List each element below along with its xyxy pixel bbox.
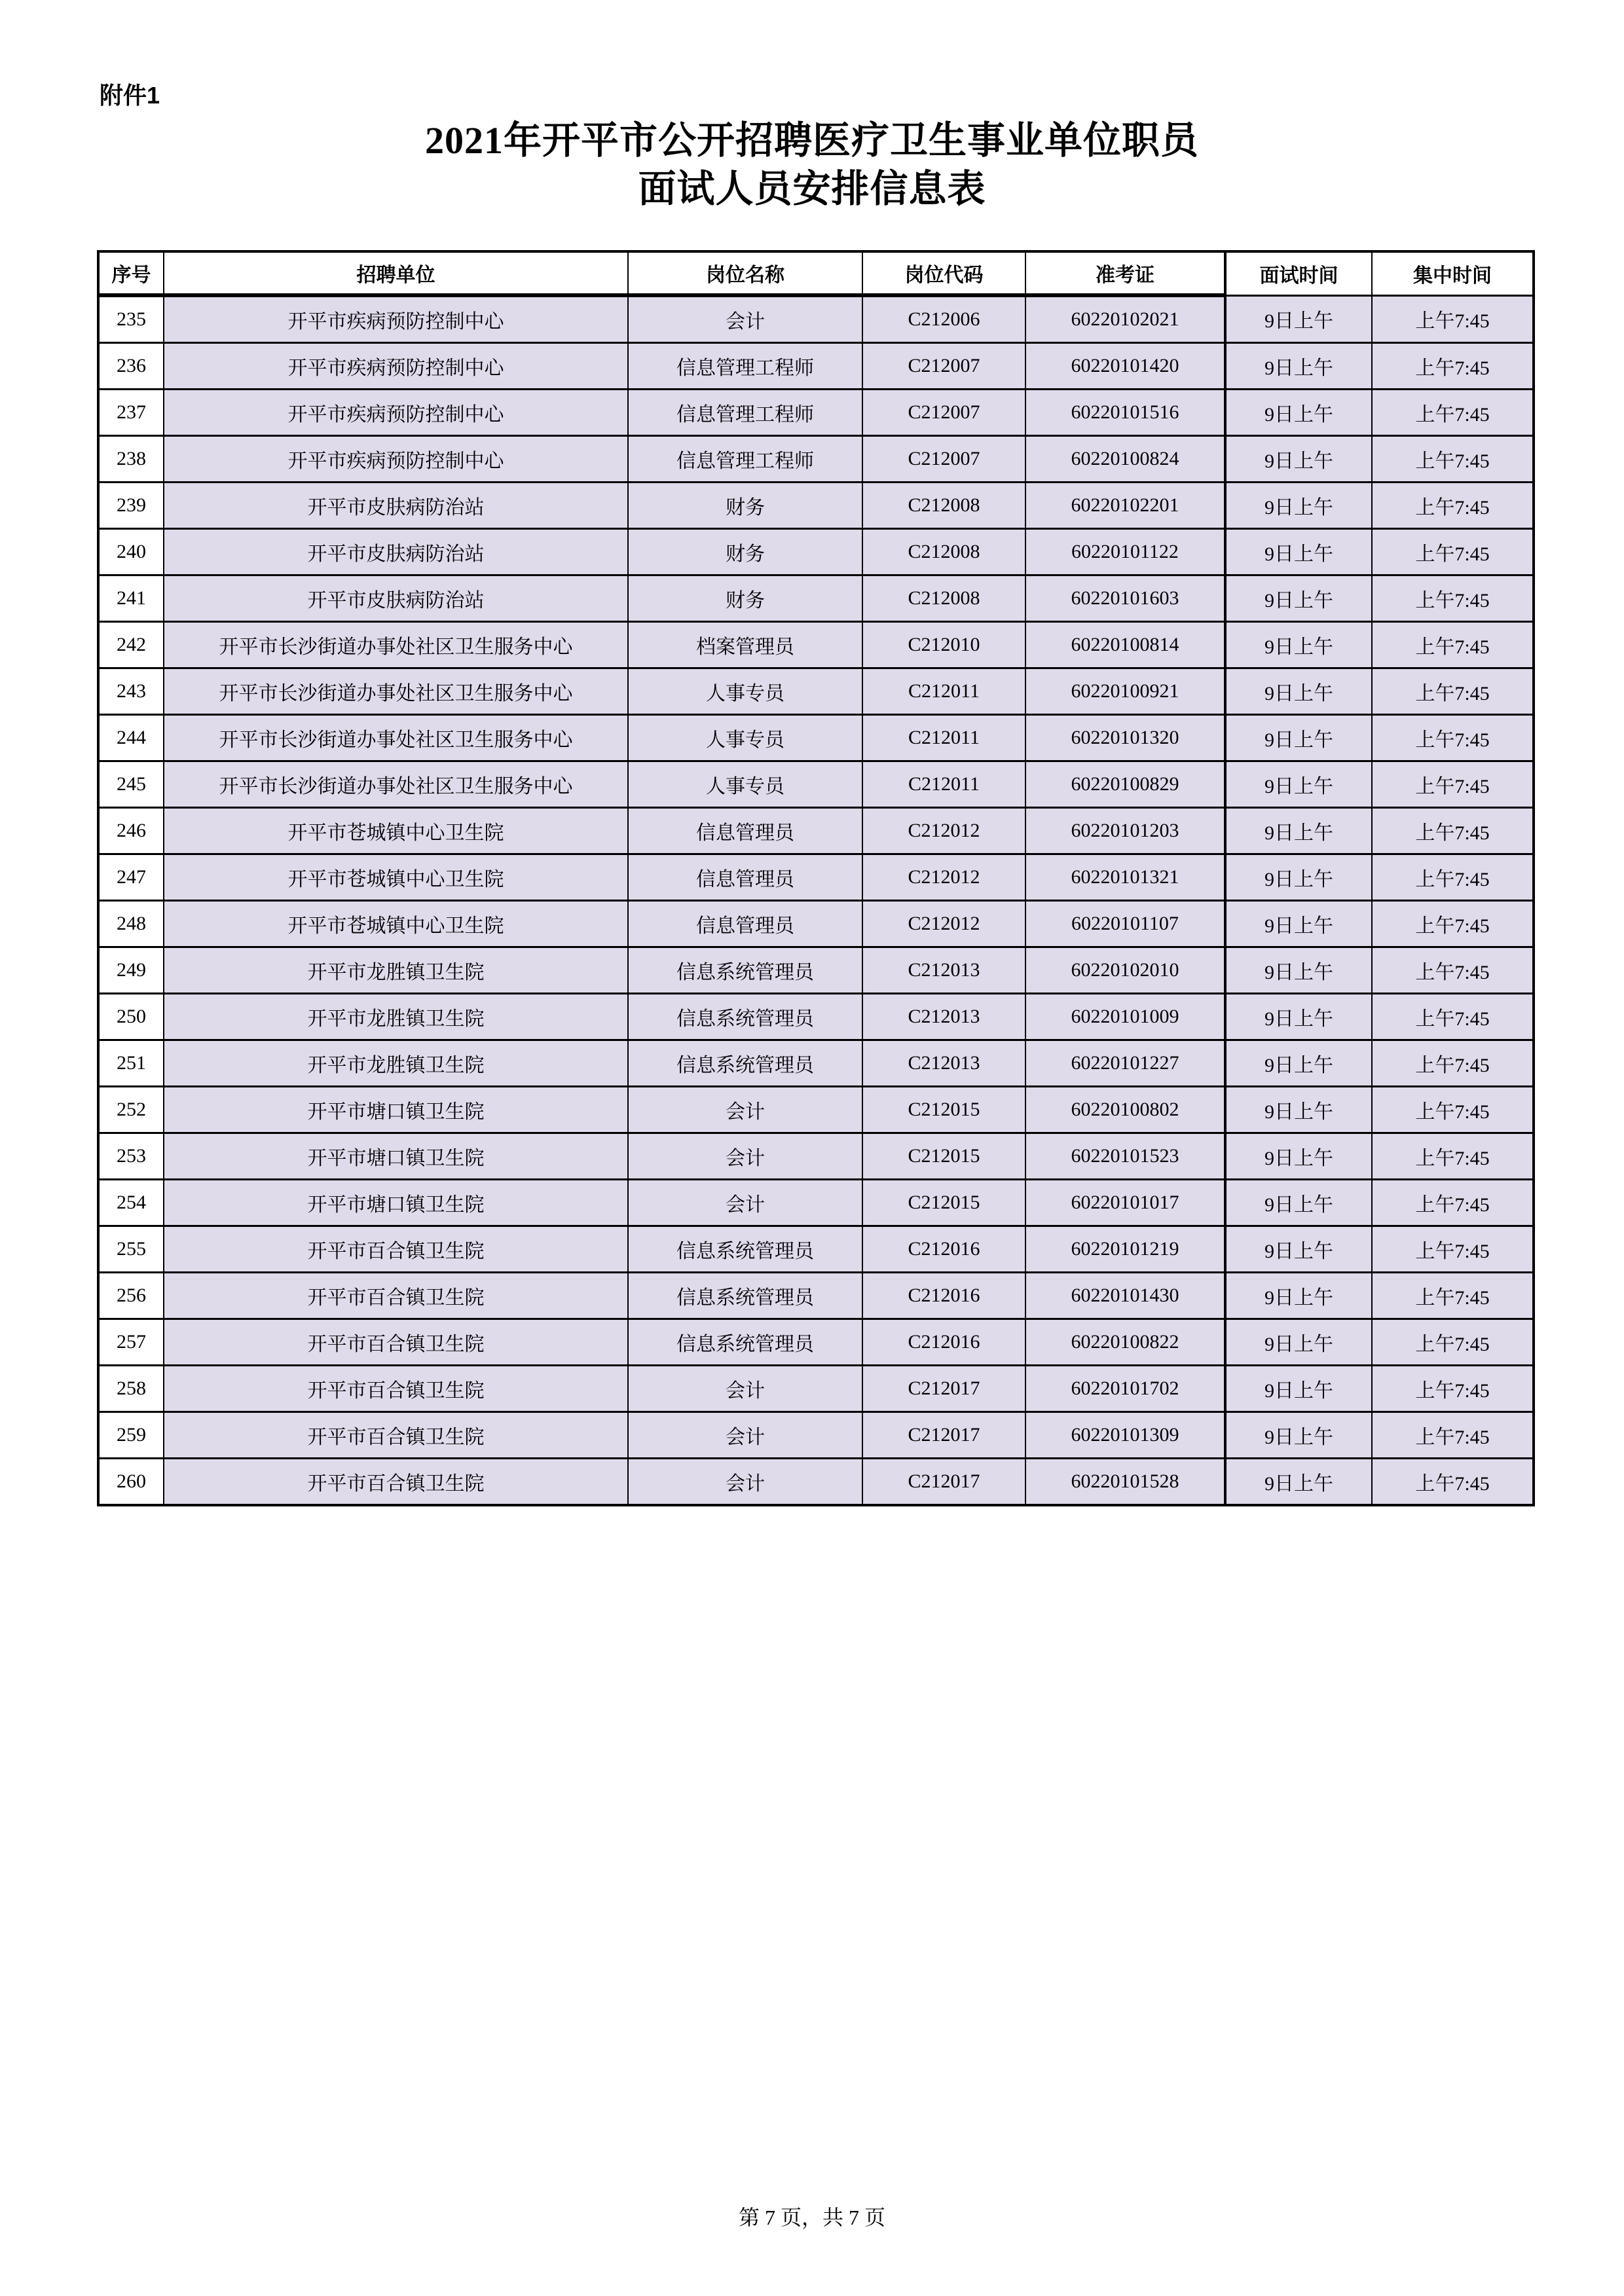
cell-interview-time: 9日上午 <box>1225 436 1372 483</box>
cell-admission-ticket: 60220101321 <box>1025 854 1225 901</box>
attachment-label: 附件1 <box>100 82 160 109</box>
cell-admission-ticket: 60220101203 <box>1025 808 1225 854</box>
cell-position-code: C212017 <box>862 1366 1025 1412</box>
cell-index: 251 <box>98 1040 164 1087</box>
schedule-table <box>97 250 1535 1506</box>
cell-index: 235 <box>98 295 164 343</box>
cell-admission-ticket: 60220101523 <box>1025 1133 1225 1180</box>
cell-unit: 开平市疾病预防控制中心 <box>164 343 628 390</box>
cell-position: 信息系统管理员 <box>628 947 862 994</box>
cell-assembly-time: 上午7:45 <box>1372 529 1534 575</box>
cell-admission-ticket: 60220102010 <box>1025 947 1225 994</box>
cell-interview-time: 9日上午 <box>1225 901 1372 947</box>
cell-assembly-time: 上午7:45 <box>1372 1087 1534 1133</box>
cell-interview-time: 9日上午 <box>1225 1412 1372 1459</box>
cell-position: 信息系统管理员 <box>628 1040 862 1087</box>
cell-index: 250 <box>98 994 164 1040</box>
cell-unit: 开平市长沙街道办事处社区卫生服务中心 <box>164 761 628 808</box>
cell-assembly-time: 上午7:45 <box>1372 808 1534 854</box>
table-row <box>98 436 1534 483</box>
table-row <box>98 622 1534 668</box>
cell-unit: 开平市塘口镇卫生院 <box>164 1087 628 1133</box>
table-row <box>98 994 1534 1040</box>
cell-interview-time: 9日上午 <box>1225 1226 1372 1273</box>
table-row <box>98 529 1534 575</box>
cell-index: 238 <box>98 436 164 483</box>
header-cell-assembly-time: 集中时间 <box>1372 251 1534 295</box>
cell-position-code: C212007 <box>862 343 1025 390</box>
table-row <box>98 947 1534 994</box>
table-row <box>98 1226 1534 1273</box>
cell-position: 信息系统管理员 <box>628 1319 862 1366</box>
cell-position: 人事专员 <box>628 715 862 761</box>
cell-assembly-time: 上午7:45 <box>1372 761 1534 808</box>
cell-assembly-time: 上午7:45 <box>1372 994 1534 1040</box>
cell-index: 247 <box>98 854 164 901</box>
page-title-line-1: 2021年开平市公开招聘医疗卫生事业单位职员 <box>424 119 1199 162</box>
cell-index: 257 <box>98 1319 164 1366</box>
header-cell-admission-ticket: 准考证 <box>1025 251 1225 295</box>
cell-admission-ticket: 60220100829 <box>1025 761 1225 808</box>
cell-interview-time: 9日上午 <box>1225 854 1372 901</box>
cell-index: 259 <box>98 1412 164 1459</box>
cell-index: 237 <box>98 390 164 436</box>
cell-index: 242 <box>98 622 164 668</box>
cell-position-code: C212008 <box>862 575 1025 622</box>
cell-interview-time: 9日上午 <box>1225 1319 1372 1366</box>
cell-unit: 开平市百合镇卫生院 <box>164 1412 628 1459</box>
cell-index: 252 <box>98 1087 164 1133</box>
cell-interview-time: 9日上午 <box>1225 761 1372 808</box>
cell-unit: 开平市百合镇卫生院 <box>164 1273 628 1319</box>
cell-position: 档案管理员 <box>628 622 862 668</box>
cell-position: 信息管理工程师 <box>628 436 862 483</box>
cell-position-code: C212015 <box>862 1087 1025 1133</box>
table-row <box>98 1412 1534 1459</box>
cell-admission-ticket: 60220101430 <box>1025 1273 1225 1319</box>
table-row <box>98 854 1534 901</box>
table-row <box>98 668 1534 715</box>
cell-position: 信息系统管理员 <box>628 1273 862 1319</box>
cell-position: 会计 <box>628 1459 862 1506</box>
page-footer: 第 7 页，共 7 页 <box>738 2206 885 2229</box>
cell-assembly-time: 上午7:45 <box>1372 436 1534 483</box>
cell-index: 245 <box>98 761 164 808</box>
cell-assembly-time: 上午7:45 <box>1372 1459 1534 1506</box>
cell-index: 253 <box>98 1133 164 1180</box>
cell-position-code: C212016 <box>862 1273 1025 1319</box>
cell-index: 249 <box>98 947 164 994</box>
cell-assembly-time: 上午7:45 <box>1372 1180 1534 1226</box>
cell-index: 258 <box>98 1366 164 1412</box>
cell-position: 财务 <box>628 575 862 622</box>
cell-interview-time: 9日上午 <box>1225 994 1372 1040</box>
cell-unit: 开平市长沙街道办事处社区卫生服务中心 <box>164 622 628 668</box>
cell-position-code: C212016 <box>862 1226 1025 1273</box>
cell-admission-ticket: 60220100824 <box>1025 436 1225 483</box>
cell-interview-time: 9日上午 <box>1225 622 1372 668</box>
cell-admission-ticket: 60220101219 <box>1025 1226 1225 1273</box>
cell-assembly-time: 上午7:45 <box>1372 390 1534 436</box>
cell-position: 信息管理工程师 <box>628 390 862 436</box>
cell-position-code: C212007 <box>862 390 1025 436</box>
table-row <box>98 761 1534 808</box>
cell-unit: 开平市长沙街道办事处社区卫生服务中心 <box>164 668 628 715</box>
cell-unit: 开平市皮肤病防治站 <box>164 575 628 622</box>
header-cell-interview-time: 面试时间 <box>1225 251 1372 295</box>
cell-position: 会计 <box>628 295 862 343</box>
cell-interview-time: 9日上午 <box>1225 529 1372 575</box>
table-row <box>98 575 1534 622</box>
cell-admission-ticket: 60220101309 <box>1025 1412 1225 1459</box>
cell-unit: 开平市百合镇卫生院 <box>164 1459 628 1506</box>
table-row <box>98 1133 1534 1180</box>
table-row <box>98 483 1534 529</box>
table-row <box>98 901 1534 947</box>
cell-unit: 开平市塘口镇卫生院 <box>164 1180 628 1226</box>
cell-position-code: C212006 <box>862 295 1025 343</box>
cell-assembly-time: 上午7:45 <box>1372 1366 1534 1412</box>
cell-position-code: C212011 <box>862 761 1025 808</box>
cell-admission-ticket: 60220100921 <box>1025 668 1225 715</box>
cell-interview-time: 9日上午 <box>1225 947 1372 994</box>
cell-position: 信息管理员 <box>628 901 862 947</box>
cell-position: 信息管理员 <box>628 808 862 854</box>
cell-interview-time: 9日上午 <box>1225 295 1372 343</box>
cell-position-code: C212008 <box>862 483 1025 529</box>
cell-unit: 开平市疾病预防控制中心 <box>164 295 628 343</box>
cell-index: 243 <box>98 668 164 715</box>
table-row <box>98 1180 1534 1226</box>
cell-position-code: C212013 <box>862 994 1025 1040</box>
table-row <box>98 1040 1534 1087</box>
cell-unit: 开平市皮肤病防治站 <box>164 483 628 529</box>
cell-admission-ticket: 60220101702 <box>1025 1366 1225 1412</box>
cell-assembly-time: 上午7:45 <box>1372 483 1534 529</box>
cell-admission-ticket: 60220101603 <box>1025 575 1225 622</box>
cell-index: 241 <box>98 575 164 622</box>
page-title-line-2: 面试人员安排信息表 <box>638 168 986 210</box>
cell-position: 信息管理员 <box>628 854 862 901</box>
cell-interview-time: 9日上午 <box>1225 575 1372 622</box>
cell-index: 260 <box>98 1459 164 1506</box>
cell-admission-ticket: 60220101528 <box>1025 1459 1225 1506</box>
cell-unit: 开平市皮肤病防治站 <box>164 529 628 575</box>
cell-position-code: C212013 <box>862 1040 1025 1087</box>
cell-index: 255 <box>98 1226 164 1273</box>
cell-position: 会计 <box>628 1412 862 1459</box>
cell-assembly-time: 上午7:45 <box>1372 1273 1534 1319</box>
cell-admission-ticket: 60220101009 <box>1025 994 1225 1040</box>
cell-position: 信息系统管理员 <box>628 1226 862 1273</box>
cell-position: 信息管理工程师 <box>628 343 862 390</box>
cell-unit: 开平市苍城镇中心卫生院 <box>164 808 628 854</box>
cell-interview-time: 9日上午 <box>1225 1133 1372 1180</box>
cell-position-code: C212015 <box>862 1133 1025 1180</box>
cell-interview-time: 9日上午 <box>1225 1459 1372 1506</box>
cell-interview-time: 9日上午 <box>1225 483 1372 529</box>
cell-index: 244 <box>98 715 164 761</box>
cell-position-code: C212013 <box>862 947 1025 994</box>
cell-interview-time: 9日上午 <box>1225 1273 1372 1319</box>
table-row <box>98 808 1534 854</box>
table-row <box>98 295 1534 343</box>
cell-position-code: C212017 <box>862 1459 1025 1506</box>
page-title <box>0 117 1624 213</box>
cell-assembly-time: 上午7:45 <box>1372 1040 1534 1087</box>
cell-assembly-time: 上午7:45 <box>1372 1133 1534 1180</box>
table-row <box>98 1319 1534 1366</box>
cell-index: 256 <box>98 1273 164 1319</box>
cell-assembly-time: 上午7:45 <box>1372 1412 1534 1459</box>
cell-unit: 开平市百合镇卫生院 <box>164 1226 628 1273</box>
table-row <box>98 390 1534 436</box>
cell-unit: 开平市长沙街道办事处社区卫生服务中心 <box>164 715 628 761</box>
cell-position: 会计 <box>628 1366 862 1412</box>
cell-assembly-time: 上午7:45 <box>1372 1319 1534 1366</box>
cell-unit: 开平市疾病预防控制中心 <box>164 390 628 436</box>
cell-admission-ticket: 60220101516 <box>1025 390 1225 436</box>
cell-index: 239 <box>98 483 164 529</box>
cell-interview-time: 9日上午 <box>1225 715 1372 761</box>
cell-unit: 开平市塘口镇卫生院 <box>164 1133 628 1180</box>
cell-assembly-time: 上午7:45 <box>1372 1226 1534 1273</box>
cell-position-code: C212015 <box>862 1180 1025 1226</box>
cell-position: 人事专员 <box>628 668 862 715</box>
cell-assembly-time: 上午7:45 <box>1372 343 1534 390</box>
cell-position-code: C212010 <box>862 622 1025 668</box>
cell-position: 会计 <box>628 1087 862 1133</box>
cell-interview-time: 9日上午 <box>1225 668 1372 715</box>
cell-position: 财务 <box>628 483 862 529</box>
cell-assembly-time: 上午7:45 <box>1372 295 1534 343</box>
header-cell-position-code: 岗位代码 <box>862 251 1025 295</box>
cell-interview-time: 9日上午 <box>1225 1366 1372 1412</box>
cell-interview-time: 9日上午 <box>1225 1087 1372 1133</box>
table-row <box>98 1459 1534 1506</box>
cell-position: 财务 <box>628 529 862 575</box>
cell-assembly-time: 上午7:45 <box>1372 901 1534 947</box>
cell-unit: 开平市疾病预防控制中心 <box>164 436 628 483</box>
header-cell-index: 序号 <box>98 251 164 295</box>
cell-admission-ticket: 60220101420 <box>1025 343 1225 390</box>
cell-position-code: C212007 <box>862 436 1025 483</box>
cell-position-code: C212016 <box>862 1319 1025 1366</box>
cell-admission-ticket: 60220102201 <box>1025 483 1225 529</box>
cell-assembly-time: 上午7:45 <box>1372 622 1534 668</box>
table-row <box>98 1087 1534 1133</box>
table-body <box>98 295 1534 1505</box>
cell-unit: 开平市苍城镇中心卫生院 <box>164 854 628 901</box>
cell-admission-ticket: 60220100802 <box>1025 1087 1225 1133</box>
cell-position-code: C212011 <box>862 715 1025 761</box>
cell-assembly-time: 上午7:45 <box>1372 947 1534 994</box>
cell-position-code: C212008 <box>862 529 1025 575</box>
table-row <box>98 715 1534 761</box>
table-row <box>98 343 1534 390</box>
cell-unit: 开平市龙胜镇卫生院 <box>164 947 628 994</box>
cell-assembly-time: 上午7:45 <box>1372 854 1534 901</box>
cell-interview-time: 9日上午 <box>1225 390 1372 436</box>
cell-position-code: C212011 <box>862 668 1025 715</box>
table-row <box>98 1273 1534 1319</box>
cell-interview-time: 9日上午 <box>1225 1180 1372 1226</box>
cell-interview-time: 9日上午 <box>1225 808 1372 854</box>
cell-unit: 开平市百合镇卫生院 <box>164 1366 628 1412</box>
cell-index: 254 <box>98 1180 164 1226</box>
cell-unit: 开平市百合镇卫生院 <box>164 1319 628 1366</box>
cell-admission-ticket: 60220101107 <box>1025 901 1225 947</box>
header-cell-unit: 招聘单位 <box>164 251 628 295</box>
cell-index: 236 <box>98 343 164 390</box>
cell-admission-ticket: 60220101227 <box>1025 1040 1225 1087</box>
cell-position-code: C212012 <box>862 808 1025 854</box>
cell-position: 会计 <box>628 1180 862 1226</box>
cell-unit: 开平市龙胜镇卫生院 <box>164 994 628 1040</box>
cell-index: 240 <box>98 529 164 575</box>
cell-admission-ticket: 60220100822 <box>1025 1319 1225 1366</box>
cell-assembly-time: 上午7:45 <box>1372 575 1534 622</box>
cell-assembly-time: 上午7:45 <box>1372 668 1534 715</box>
cell-position: 信息系统管理员 <box>628 994 862 1040</box>
cell-admission-ticket: 60220102021 <box>1025 295 1225 343</box>
cell-admission-ticket: 60220101122 <box>1025 529 1225 575</box>
cell-index: 248 <box>98 901 164 947</box>
table-row <box>98 1366 1534 1412</box>
cell-admission-ticket: 60220101017 <box>1025 1180 1225 1226</box>
cell-assembly-time: 上午7:45 <box>1372 715 1534 761</box>
cell-position-code: C212012 <box>862 854 1025 901</box>
cell-interview-time: 9日上午 <box>1225 343 1372 390</box>
table-header-row <box>98 251 1534 295</box>
cell-position: 人事专员 <box>628 761 862 808</box>
cell-index: 246 <box>98 808 164 854</box>
cell-position-code: C212012 <box>862 901 1025 947</box>
cell-unit: 开平市龙胜镇卫生院 <box>164 1040 628 1087</box>
cell-interview-time: 9日上午 <box>1225 1040 1372 1087</box>
header-cell-position: 岗位名称 <box>628 251 862 295</box>
cell-unit: 开平市苍城镇中心卫生院 <box>164 901 628 947</box>
cell-position-code: C212017 <box>862 1412 1025 1459</box>
cell-admission-ticket: 60220101320 <box>1025 715 1225 761</box>
cell-admission-ticket: 60220100814 <box>1025 622 1225 668</box>
cell-position: 会计 <box>628 1133 862 1180</box>
